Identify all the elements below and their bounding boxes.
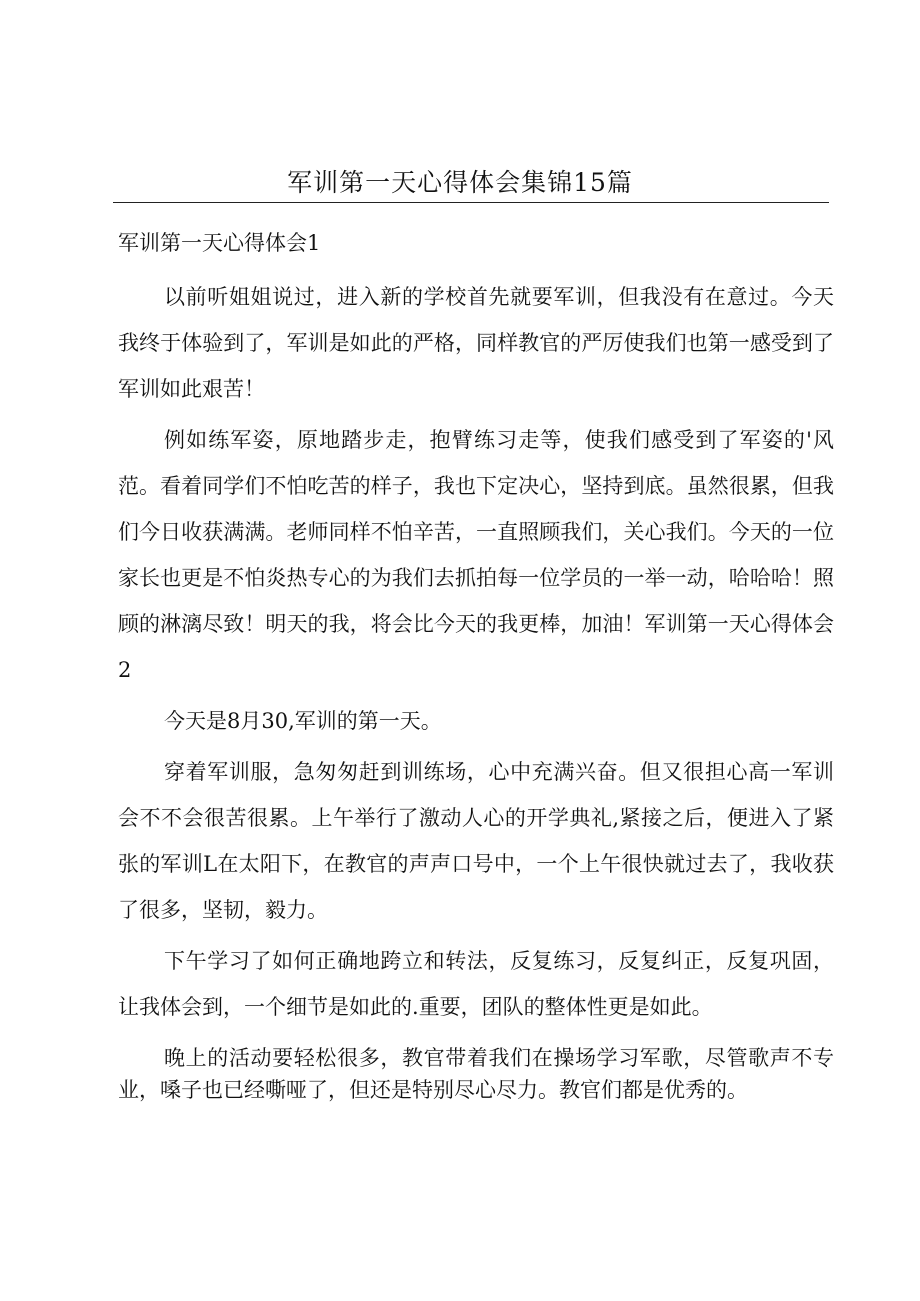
paragraph-3: 今天是8月30,军训的第一天。 [164,709,442,733]
paragraph-2: 例如练军姿，原地踏步走，抱臂练习走等，使我们感受到了军姿的'风范。看着同学们不怕吃苦的样子，我也下定决心，坚持到底。虽然很累，但我们今日收获满满。老师同样不怕辛苦，一直照顾我们，关心我们。今天的一位家长也更是不怕炎热专心的为我们去抓拍每一位学员的一举一动，哈哈哈！照顾的淋漓尽致！明天的我，将会比今天的我更棒，加油！军训第一天心得体会2 [118,428,834,682]
paragraph-6: 晚上的活动要轻松很多，教官带着我们在操场学习军歌，尽管歌声不专业，嗓子也已经嘶哑了，但还是特别尽心尽力。教官们都是优秀的。 [118,1046,834,1102]
paragraph-1: 以前听姐姐说过，进入新的学校首先就要军训，但我没有在意过。今天我终于体验到了，军训是如此的严格，同样教官的严厉使我们也第一感受到了军训如此艰苦！ [118,285,834,401]
title-underline [113,202,829,203]
document-body [118,274,834,1106]
paragraph-5: 下午学习了如何正确地跨立和转法，反复练习，反复纠正，反复巩固，让我体会到，一个细节是如此的.重要，团队的整体性更是如此。 [118,949,834,1019]
document-title: 军训第一天心得体会集锦15篇 [287,168,633,197]
section-heading: 军训第一天心得体会1 [118,231,321,255]
paragraph-4: 穿着军训服，急匆匆赶到训练场，心中充满兴奋。但又很担心高一军训会不不会很苦很累。上午举行了激动人心的开学典礼,紧接之后，便进入了紧张的军训L在太阳下，在教官的声声口号中，一个上午很快就过去了，我收获了很多，坚韧，毅力。 [118,760,834,922]
